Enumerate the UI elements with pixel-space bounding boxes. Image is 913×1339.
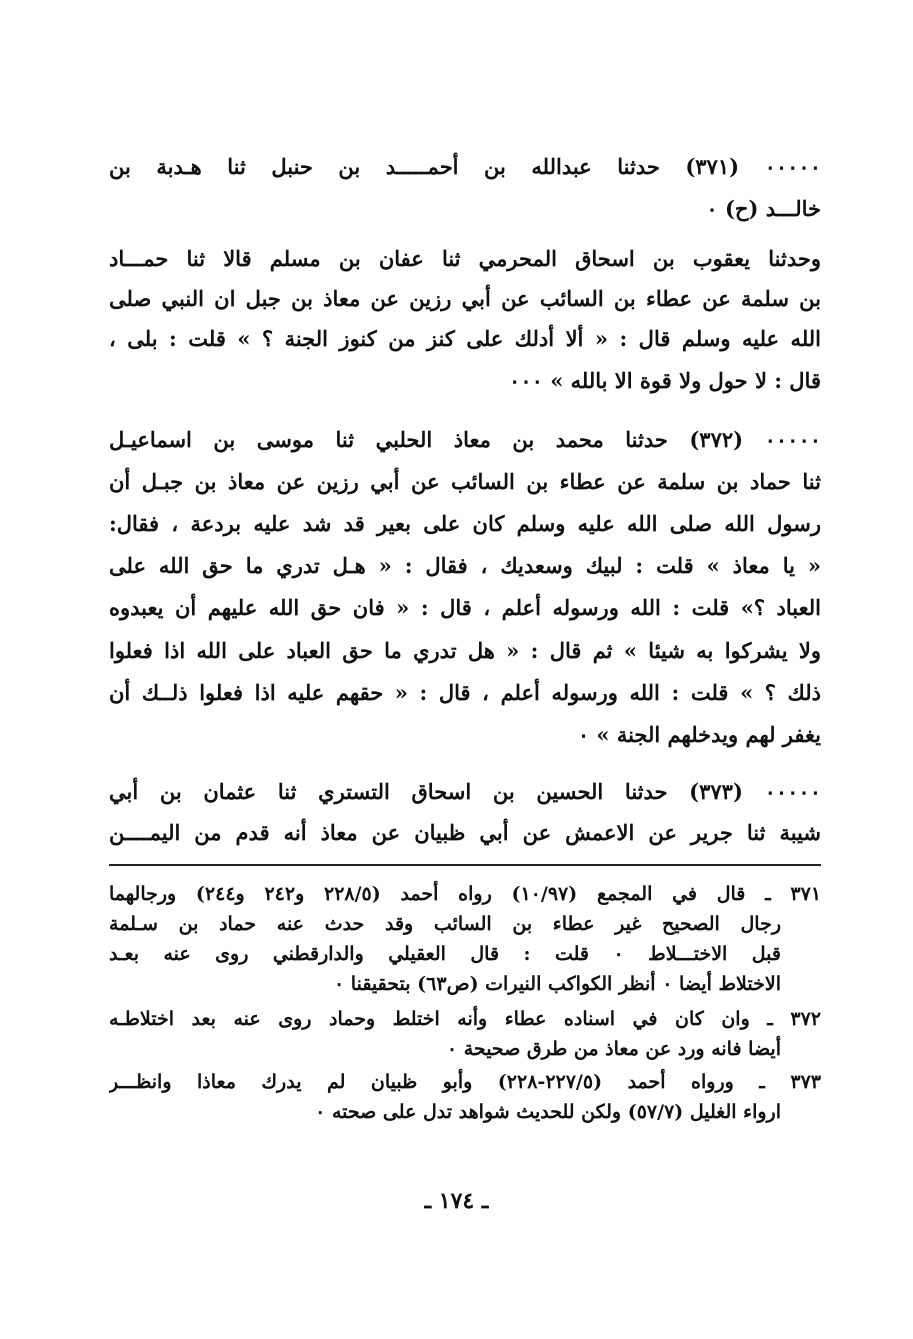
hadith-371-line-2: خالـــد (ح) ٠ [706,196,821,221]
footnote-372-line-2: أيضا فانه ورد عن معاذ من طرق صحيحة ٠ [446,1038,781,1060]
hadith-372-line-6: ولا يشركوا به شيئا » ثم قال : « هل تدري ما حق العباد على الله اذا فعلوا [109,638,821,663]
hadith-371-line-5: الله عليه وسلم قال : « ألا أدلك على كنز من كنوز الجنة ؟ » قلت : بلى ، [109,326,821,351]
hadith-371-line-4: بن سلمة عن عطاء بن السائب عن أبي رزين عن معاذ بن جبل ان النبي صلى [109,286,821,311]
hadith-371-line-6: قال : لا حول ولا قوة الا بالله » ٠٠٠ [509,368,821,393]
footnote-371-line-2: رجال الصحيح غير عطاء بن السائب وقد حدث عنه حماد بن سـلمة [109,913,781,935]
footnote-373-line-2: ارواء الغليل (٥٧/٧) ولكن للحديث شواهد تدل على صحته ٠ [315,1101,781,1123]
hadith-372-line-4: « يا معاذ » قلت : لبيك وسعديك ، فقال : « هـل تدري ما حق الله على [109,553,821,578]
page-number: ـ ١٧٤ ـ [424,1188,489,1214]
hadith-371-line-3: وحدثنا يعقوب بن اسحاق المحرمي ثنا عفان بن مسلم قالا ثنا حمـــاد [109,246,821,271]
hadith-372-line-5: العباد ؟» قلت : الله ورسوله أعلم ، قال : « فان حق الله عليهم أن يعبدوه [109,595,821,620]
footnote-371-line-1: ٣٧١ ـ قال في المجمع (١٠/٩٧) رواه أحمد (٢٢٨/٥ و٢٤٢ و٢٤٤) ورجالهما [109,883,821,905]
hadith-373-line-1: ٠٠٠٠٠ (٣٧٣) حدثنا الحسين بن اسحاق التستري ثنا عثمان بن أبي [109,779,821,804]
hadith-372-line-1: ٠٠٠٠٠ (٣٧٢) حدثنا محمد بن معاذ الحلبي ثنا موسى بن اسماعيـل [109,427,821,452]
hadith-372-line-2: ثنا حماد بن سلمة عن عطاء بن السائب عن أبي رزين عن معاذ بن جبـل أن [109,469,821,494]
hadith-372-line-8: يغفر لهم ويدخلهم الجنة » ٠ [577,722,821,747]
footnote-373-line-1: ٣٧٣ ـ ورواه أحمد (٢٢٧/٥-٢٢٨) وأبو ظبيان لم يدرك معاذا وانظـــر [109,1071,821,1093]
hadith-373-line-2: شيبة ثنا جرير عن الاعمش عن أبي ظبيان عن معاذ أنه قدم من اليمــــن [109,820,821,845]
footnote-372-line-1: ٣٧٢ ـ وان كان في اسناده عطاء وأنه اختلط وحماد روى عنه بعد اختلاطـه [109,1008,821,1030]
hadith-371-line-1: ٠٠٠٠٠ (٣٧١) حدثنا عبدالله بن أحمـــــد بن حنبل ثنا هـدبة بن [109,154,821,179]
hadith-372-line-3: رسول الله صلى الله عليه وسلم كان على بعير قد شد عليه بردعة ، فقال: [109,511,821,536]
footnote-371-line-3: قبل الاختـــلاط ٠ قلت : قال العقيلي والدارقطني روى عنه بعـد [109,943,781,965]
footnote-371-line-4: الاختلاط أيضا ٠ أنظر الكواكب النيرات (ص٦٣) بتحقيقنا ٠ [333,973,781,995]
hadith-372-line-7: ذلك ؟ » قلت : الله ورسوله أعلم ، قال : « حقهم عليه اذا فعلوا ذلــك أن [109,680,821,705]
footnote-separator [109,864,821,866]
